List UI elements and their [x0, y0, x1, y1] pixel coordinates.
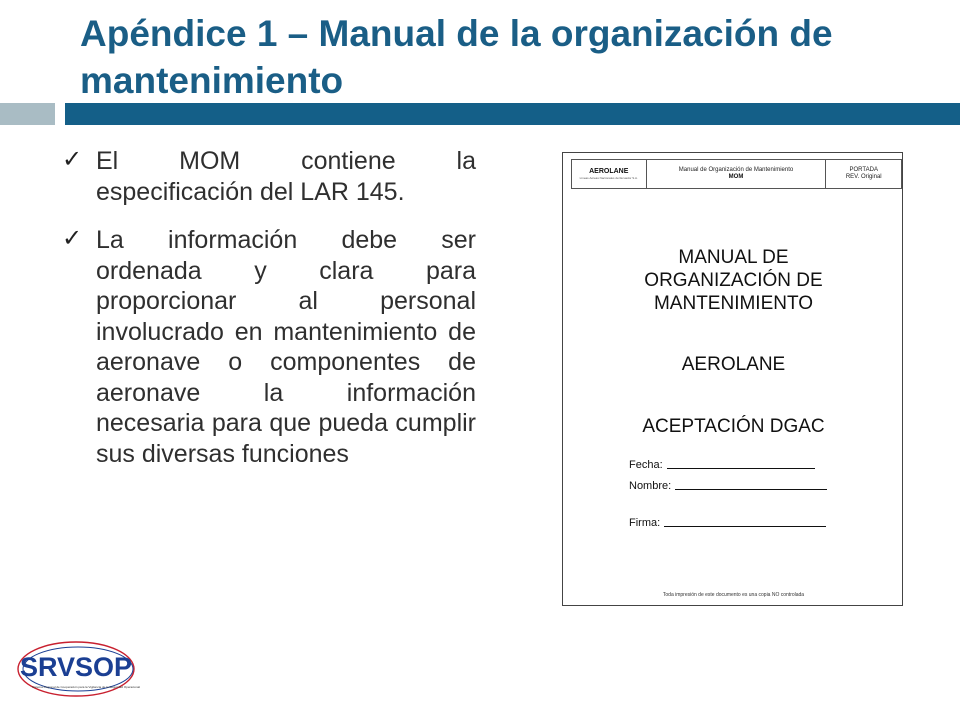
- nombre-label: Nombre:: [629, 480, 672, 492]
- slide-title: Apéndice 1 – Manual de la organización de mantenimiento: [80, 13, 833, 101]
- checkmark-icon: ✓: [62, 225, 83, 252]
- fecha-line: [667, 468, 815, 469]
- bullet-text: El MOM contiene la especificación del LAR 145.: [96, 147, 476, 206]
- header-company-cell: [572, 160, 647, 188]
- nombre-field: [629, 480, 827, 492]
- bullet-item: [62, 225, 476, 469]
- manual-title-line: ORGANIZACIÓN DE: [644, 270, 823, 291]
- header-section-cell: [826, 160, 901, 188]
- firma-line: [664, 526, 826, 527]
- logo-caption: Sistema Regional de Cooperación para la Vigilancia de la Seguridad Operacional: [32, 685, 141, 689]
- header-manual-code: MOM: [728, 174, 744, 180]
- firma-label: Firma:: [629, 517, 661, 529]
- manual-title-line: MANTENIMIENTO: [653, 293, 814, 314]
- manual-company: AEROLANE: [681, 354, 786, 375]
- fecha-field: [629, 459, 815, 471]
- manual-header: [571, 159, 902, 189]
- logo-text: SRVSOP: [20, 652, 133, 682]
- header-manual-cell: [647, 160, 827, 188]
- title-band-accent: [0, 103, 55, 125]
- bullet-list: [62, 146, 476, 487]
- bullet-item: [62, 146, 476, 207]
- header-section: PORTADA: [849, 167, 878, 173]
- title-band: [65, 103, 960, 125]
- bullet-text: La información debe ser ordenada y clara para proporcionar al personal involucrado en mantenimiento de aeronave o componentes de aeronave la información necesaria para que pueda cumplir sus diversas funciones: [96, 226, 476, 468]
- manual-title: [563, 246, 904, 315]
- header-company-subtitle: Líneas Aéreas Nacionales del Ecuador S.A.: [579, 176, 638, 180]
- srvsop-logo: [14, 636, 150, 706]
- firma-field: [629, 517, 826, 529]
- manual-title-line: MANUAL DE: [678, 247, 789, 268]
- manual-footer-note: Toda impresión de este documento es una copia NO controlada: [662, 592, 805, 598]
- header-revision: REV. Original: [845, 174, 882, 180]
- checkmark-icon: ✓: [62, 146, 83, 173]
- header-company: AEROLANE: [589, 168, 629, 175]
- manual-cover-image: [562, 152, 903, 606]
- nombre-line: [675, 489, 827, 490]
- manual-acceptance: ACEPTACIÓN DGAC: [642, 416, 825, 437]
- fecha-label: Fecha:: [629, 459, 663, 471]
- header-manual-name: Manual de Organización de Mantenimiento: [678, 167, 794, 173]
